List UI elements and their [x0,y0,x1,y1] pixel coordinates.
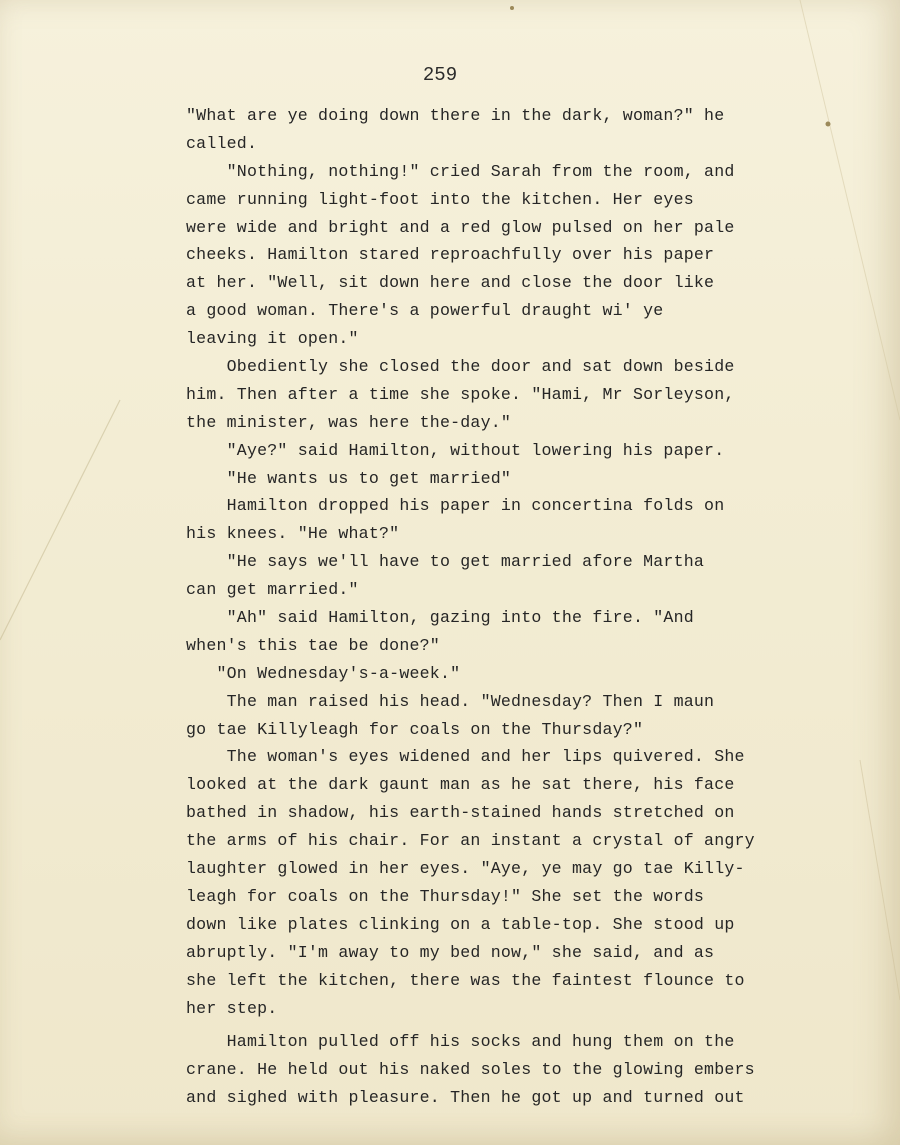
text-line: cheeks. Hamilton stared reproachfully over his paper [186,245,715,265]
text-line: the minister, was here the-day." [186,412,512,432]
text-line: Hamilton pulled off his socks and hung them on the [186,1032,735,1052]
text-line: "Nothing, nothing!" cried Sarah from the room, and [186,161,735,181]
text-line: "On Wednesday's-a-week." [186,663,461,683]
text-line: came running light-foot into the kitchen. Her eyes [186,189,694,209]
text-line: leaving it open." [186,329,359,349]
text-line: crane. He held out his naked soles to the glowing embers [186,1060,755,1080]
text-line: down like plates clinking on a table-top. She stood up [186,914,735,934]
text-line: him. Then after a time she spoke. "Hami, Mr Sorleyson, [186,384,735,404]
text-line: can get married." [186,580,359,600]
text-line: The woman's eyes widened and her lips quivered. She [186,747,745,767]
text-line: when's this tae be done?" [186,635,440,655]
typed-text-body [186,102,846,1112]
text-line: and sighed with pleasure. Then he got up and turned out [186,1088,745,1108]
text-line: "What are ye doing down there in the dark, woman?" he [186,106,725,125]
text-line: a good woman. There's a powerful draught wi' ye [186,301,664,321]
text-line: The man raised his head. "Wednesday? Then I maun [186,691,715,711]
text-line: leagh for coals on the Thursday!" She set the words [186,886,705,906]
text-line: Hamilton dropped his paper in concertina folds on [186,496,725,516]
text-line: "He wants us to get married" [186,468,512,488]
text-line: "He says we'll have to get married afore Martha [186,552,705,572]
text-line: the arms of his chair. For an instant a crystal of angry [186,831,755,851]
text-line: "Aye?" said Hamilton, without lowering his paper. [186,440,725,460]
text-line: were wide and bright and a red glow pulsed on her pale [186,217,735,237]
text-line: his knees. "He what?" [186,524,400,544]
text-line: abruptly. "I'm away to my bed now," she said, and as [186,942,715,962]
text-line: go tae Killyleagh for coals on the Thursday?" [186,719,644,739]
text-line: called. [186,133,258,153]
text-line: at her. "Well, sit down here and close the door like [186,273,715,293]
text-line: looked at the dark gaunt man as he sat there, his face [186,775,735,795]
text-line: bathed in shadow, his earth-stained hands stretched on [186,803,735,823]
text-line: "Ah" said Hamilton, gazing into the fire. "And [186,608,694,628]
text-line: she left the kitchen, there was the faintest flounce to [186,970,745,990]
text-line: Obediently she closed the door and sat down beside [186,357,735,377]
page-number: 259 [422,64,458,86]
text-line: laughter glowed in her eyes. "Aye, ye may go tae Killy- [186,859,745,879]
text-line: her step. [186,998,278,1018]
